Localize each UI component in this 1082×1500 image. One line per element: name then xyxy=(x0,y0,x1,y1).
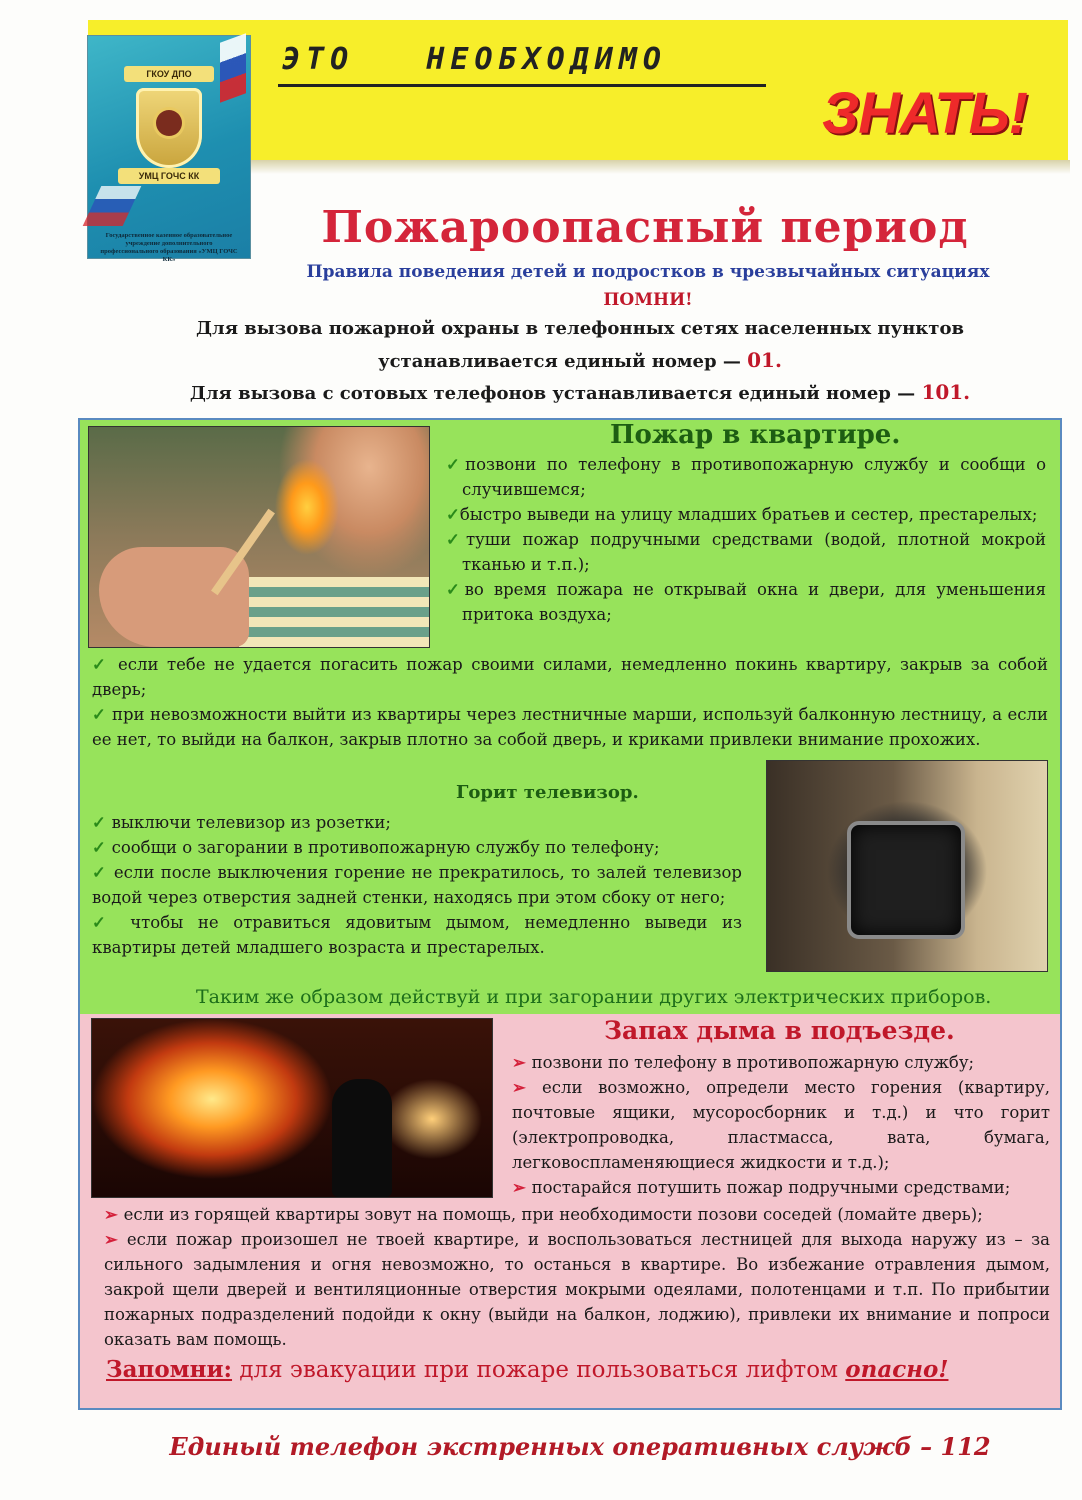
call-number-01: 01. xyxy=(747,348,782,372)
photo-firefighter-figure xyxy=(332,1079,392,1197)
list-item-text: чтобы не отравиться ядовитым дымом, немедленно выведи из квартиры детей младшего возраста и престарелых. xyxy=(92,913,742,957)
list-item-text: если из горящей квартиры зовут на помощь, при необходимости позови соседей (ломайте дверь); xyxy=(123,1205,983,1224)
shield-icon xyxy=(136,88,202,168)
list-item-text: при невозможности выйти из квартиры через лестничные марши, используй балконную лестницу, а если ее нет, то выйди на балкон, закрыв плотно за собой дверь, и криками привлеки внимание прохожих. xyxy=(92,705,1049,749)
list-item xyxy=(440,452,1046,502)
smoke-title: Запах дыма в подъезде. xyxy=(604,1016,955,1045)
smoke-list-wide xyxy=(104,1202,1050,1352)
check-icon: ✓ xyxy=(446,505,460,524)
call-number-101: 101. xyxy=(921,380,971,404)
photo-shirt xyxy=(239,577,429,647)
tv-note: Таким же образом действуй и при загорании других электрических приборов. xyxy=(196,986,992,1008)
list-item xyxy=(92,702,1048,752)
list-item-text: если возможно, определи место горения (квартиру, почтовые ящики, мусоросборник и т.д.) и что горит (электропроводка, пластмасса, вата, бумага, легковоспламеняющиеся жидкости и т.д.); xyxy=(512,1078,1050,1172)
check-icon: ✓ xyxy=(92,813,112,832)
header-znat: ЗНАТЬ! xyxy=(822,81,1027,146)
check-icon: ✓ xyxy=(446,530,466,549)
header-eto: ЭТО НЕОБХОДИМО xyxy=(282,42,667,77)
arrow-right-icon: ➢ xyxy=(512,1053,532,1072)
list-item-text: позвони по телефону в противопожарную службу и сообщи о случившемся; xyxy=(462,455,1047,499)
photo-child-with-match xyxy=(88,426,430,648)
check-icon: ✓ xyxy=(92,913,131,932)
list-item-text: если после выключения горение не прекратилось, то залей телевизор водой через отверстия задней стенки, находясь при этом сбоку от него; xyxy=(92,863,742,907)
apartment-title: Пожар в квартире. xyxy=(610,420,901,450)
list-item xyxy=(92,652,1048,702)
arrow-right-icon: ➢ xyxy=(512,1078,542,1097)
header-shadow xyxy=(250,160,1070,174)
check-icon: ✓ xyxy=(92,838,112,857)
pomni-label: ПОМНИ! xyxy=(603,290,693,310)
footer-emergency-phone: Единый телефон экстренных оперативных служб – 112 xyxy=(169,1432,991,1461)
emblem-ribbon-top: ГКОУ ДПО xyxy=(124,66,214,82)
call-line-2 xyxy=(90,348,1070,372)
list-item xyxy=(92,835,742,860)
list-item xyxy=(92,860,742,910)
list-item xyxy=(512,1075,1050,1175)
smoke-list-narrow xyxy=(512,1050,1050,1200)
photo-hand xyxy=(99,547,249,647)
flag-decoration xyxy=(220,33,246,102)
remember-note xyxy=(106,1356,948,1383)
apartment-list-narrow xyxy=(440,452,1046,627)
check-icon: ✓ xyxy=(92,705,112,724)
photo-firefighters xyxy=(91,1018,493,1198)
list-item xyxy=(512,1050,1050,1075)
call-line-2-text: устанавливается единый номер — xyxy=(378,351,741,372)
photo-burnt-tv xyxy=(766,760,1048,972)
list-item xyxy=(440,527,1046,577)
list-item-text: туши пожар подручными средствами (водой, плотной мокрой тканью и т.п.); xyxy=(462,530,1047,574)
header-underline xyxy=(278,84,766,87)
list-item-text: если тебе не удается погасить пожар своими силами, немедленно покинь квартиру, закрыв за собой дверь; xyxy=(92,655,1048,699)
check-icon: ✓ xyxy=(92,655,119,674)
page-subtitle: Правила поведения детей и подростков в чрезвычайных ситуациях xyxy=(306,262,990,282)
list-item-text: если пожар произошел не твоей квартире, и воспользоваться лестницей для выхода наружу из – за сильного задымления и огня невозможно, то останься в квартире. Во избежание отравления дымом, закрой щели дверей и вентиляционные отверстия мокрыми одеялами, полотенцами и т.п. По прибытии пожарных подразделений подойди к окну (выйди на балкон, лоджию), привлеки их внимание и попроси оказать вам помощь. xyxy=(104,1230,1050,1349)
remember-text: для эвакуации при пожаре пользоваться лифтом xyxy=(232,1357,846,1383)
arrow-right-icon: ➢ xyxy=(512,1178,532,1197)
list-item-text: постарайся потушить пожар подручными средствами; xyxy=(531,1178,1011,1197)
list-item-text: выключи телевизор из розетки; xyxy=(111,813,391,832)
tv-title: Горит телевизор. xyxy=(456,782,639,803)
check-icon: ✓ xyxy=(92,863,114,882)
remember-label: Запомни: xyxy=(106,1356,233,1383)
list-item-text: быстро выведи на улицу младших братьев и сестер, престарелых; xyxy=(459,505,1038,524)
list-item-text: во время пожара не открывай окна и двери, для уменьшения притока воздуха; xyxy=(462,580,1047,624)
list-item xyxy=(440,577,1046,627)
remember-emphasis: опасно! xyxy=(845,1356,949,1383)
call-line-1: Для вызова пожарной охраны в телефонных сетях населенных пунктов xyxy=(196,318,964,339)
check-icon: ✓ xyxy=(446,580,465,599)
emblem-ribbon-bottom: УМЦ ГОЧС КК xyxy=(118,168,220,184)
list-item xyxy=(512,1175,1050,1200)
list-item xyxy=(92,910,742,960)
list-item xyxy=(92,810,742,835)
photo-tv xyxy=(847,821,965,939)
emblem-caption: Государственное казенное образовательное учреждение дополнительного профессионального образования «УМЦ ГОЧС КК» xyxy=(100,232,238,263)
check-icon: ✓ xyxy=(446,455,466,474)
list-item xyxy=(104,1202,1050,1227)
tv-list xyxy=(92,810,742,960)
call-line-3 xyxy=(90,380,1070,404)
page-title: Пожароопасный период xyxy=(321,202,969,253)
list-item-text: позвони по телефону в противопожарную службу; xyxy=(531,1053,975,1072)
list-item xyxy=(104,1227,1050,1352)
list-item-text: сообщи о загорании в противопожарную службу по телефону; xyxy=(111,838,660,857)
arrow-right-icon: ➢ xyxy=(104,1230,127,1249)
apartment-list-wide xyxy=(92,652,1048,752)
call-line-3-text: Для вызова с сотовых телефонов устанавливается единый номер — xyxy=(189,383,916,404)
list-item xyxy=(440,502,1046,527)
arrow-right-icon: ➢ xyxy=(104,1205,124,1224)
